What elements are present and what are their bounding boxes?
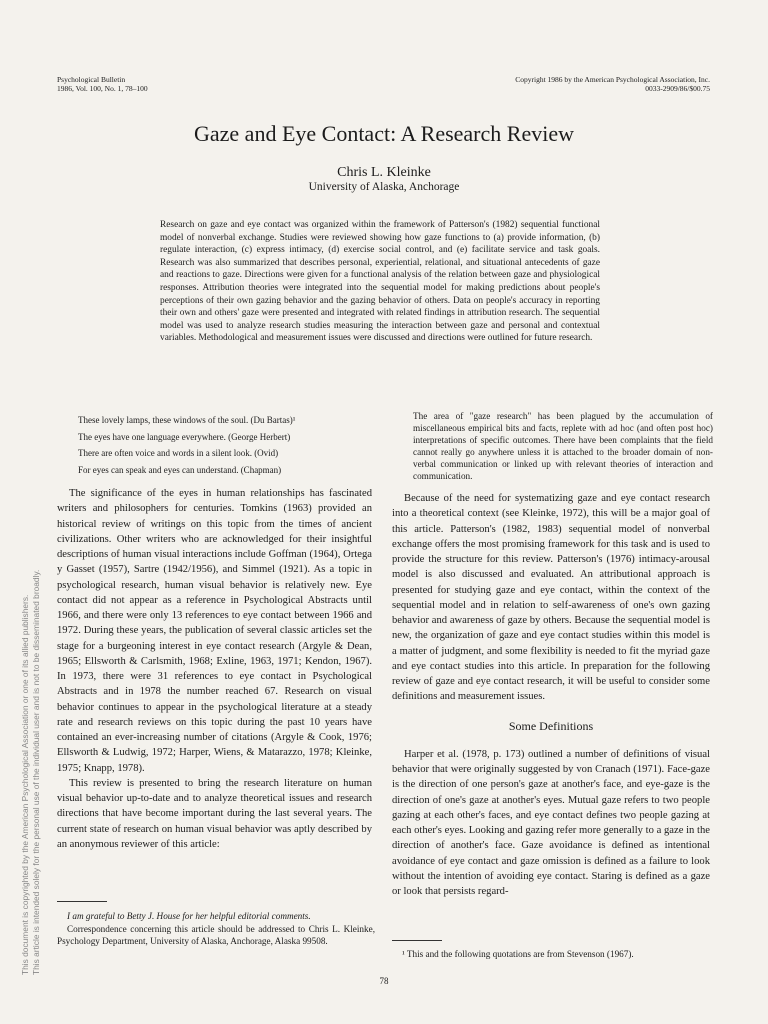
epigraph-1: These lovely lamps, these windows of the soul. (Du Bartas)¹ — [78, 415, 296, 425]
author-note — [57, 910, 375, 948]
journal-name: Psychological Bulletin — [57, 75, 126, 84]
goal-paragraph: Because of the need for systematizing gaze and eye contact research into a theoretical context (see Kleinke, 1972), this will be a major goal of this article. Patterson's (1982, 1983) sequential model of nonverbal exchange offers the most promising framework for this task and is used to provide the structure for this review. Patterson's (1976) intimacy-arousal model is also discussed and evaluated. An attributional approach is presented for studying gaze and eye contact, within the context of the sequential model and in relation to self-awareness of one's own gazing behavior and awareness of gaze by others. Because the sequential model is new, the organization of gaze and eye contact studies within this model is a matter of judgment, and some flexibility is needed to fit the myriad gaze and eye contact studies into this article. In preparation for the following review of gaze and eye contact research, it will be useful to consider some definitions and measurement issues. — [392, 493, 710, 703]
epigraph-4: For eyes can speak and eyes can understand. (Chapman) — [78, 464, 282, 475]
journal-volume: 1986, Vol. 100, No. 1, 78–100 — [57, 84, 148, 93]
intro-paragraph-2: This review is presented to bring the research literature on human visual behavior up-to-date and to analyze theoretical issues and research directions that have become important during the last several years. The current state of research on human visual behavior was aptly described by an anonymous reviewer of this article: — [57, 777, 372, 850]
left-column — [57, 486, 372, 852]
epigraph-3: There are often voice and words in a silent look. (Ovid) — [78, 448, 279, 458]
epigraph-2: The eyes have one language everywhere. (George Herbert) — [78, 431, 291, 442]
author-affiliation: University of Alaska, Anchorage — [308, 181, 460, 193]
journal-header — [57, 75, 148, 93]
right-column — [392, 491, 710, 899]
reviewer-quote: The area of "gaze research" has been plagued by the accumulation of miscellaneous empirical bits and facts, replete with ad hoc (and often post hoc) interpretations of specific outcomes. There have been complaints that the field cannot really go anywhere unless it is attached to the broader domain of non-verbal communication or linked up with relevant theories of interaction and communication. — [413, 411, 713, 481]
epigraphs — [78, 412, 348, 478]
section-heading: Some Definitions — [508, 718, 594, 733]
page-number: 78 — [379, 976, 389, 986]
article-title: Gaze and Eye Contact: A Research Review — [194, 121, 574, 146]
abstract: Research on gaze and eye contact was organized within the framework of Patterson's (1982) sequential functional model of nonverbal exchange. Studies were reviewed showing how gaze functions to (a) provide information, (b) regulate interaction, (c) express intimacy, (d) exercise social control, and (e) facilitate service and task goals. Research was also summarized that describes personal, experiential, relational, and situational antecedents of gaze and reactions to gaze. Directions were given for a functional analysis of the relation between gaze and physiological responses. Attribution theories were integrated into the sequential model for making predictions about people's perceptions of their own gazing behavior and the gazing behavior of others. Data on people's accuracy in reporting their own and others' gaze were presented and integrated with related findings in attribution research. The sequential model was used to analyze research studies measuring the interaction between gaze and personal and contextual variables. Methodological and measurement issues were discussed and directions were outlined for future research. — [160, 220, 600, 344]
definitions-paragraph: Harper et al. (1978, p. 173) outlined a number of definitions of visual behavior that were originally suggested by von Cranach (1971). Face-gaze is the direction of one person's gaze at another's face, and eye-gaze is the direction of one's gaze at another's eyes. Mutual gaze refers to two people gazing at each other's faces, and eye contact defines two people gazing at each other's eyes. Looking and gazing refer more generally to a gaze in the direction of another's face. Gaze avoidance is defined as intentional avoidance of eye contact and gaze omission is defined as a failure to look without the intention of avoiding eye contact. Staring is defined as a gaze or look that persists regard- — [392, 748, 710, 897]
intro-paragraph-1: The significance of the eyes in human relationships has fascinated writers and philosophers for centuries. Tomkins (1963) provided an historical review of writings on this topic from the times of ancient civilizations. Other writers who are acknowledged for their insightful descriptions of human visual interactions include Goffman (1964), Ortega y Gasset (1957), Sartre (1942/1956), and Simmel (1921). As a topic in psychological research, human visual behavior is relatively new. Eye contact did not appear as a reference in Psychological Abstracts until 1966, and there were only 13 references to eye contact between 1966 and 1972. During these years, the publication of several classic articles set the stage for a burgeoning interest in eye contact research (Argyle & Dean, 1965; Ellsworth & Carlsmith, 1968; Exline, 1963, 1971; Kendon, 1967). In 1973, there were 31 references to eye contact in Psychological Abstracts and in 1978 the number reached 67. Research on visual behavior continues to appear in the psychological literature at a steady rate and research reviews on this topic during the past 10 years have contained an ever-increasing number of citations (Argyle & Cook, 1976; Ellsworth & Ludwig, 1972; Harper, Wiens, & Matarazzo, 1978; Kleinke, 1975; Knapp, 1978). — [57, 488, 372, 774]
copyright-line: Copyright 1986 by the American Psychological Association, Inc. — [515, 75, 710, 84]
issn-code: 0033-2909/86/$00.75 — [645, 84, 710, 93]
footnote-1: ¹ This and the following quotations are from Stevenson (1967). — [402, 949, 634, 959]
correspondence-note: Correspondence concerning this article should be addressed to Chris L. Kleinke, Psychology Department, University of Alaska, Anchorage, Alaska 99508. — [57, 923, 375, 946]
copyright-watermark — [20, 275, 41, 975]
author-name: Chris L. Kleinke — [337, 165, 431, 180]
footnote-rule-right — [392, 940, 442, 941]
footnote-rule-left — [57, 901, 107, 902]
watermark-line-1: This document is copyrighted by the American Psychological Association or one of its allied publishers. — [20, 594, 30, 975]
acknowledgment: I am grateful to Betty J. House for her helpful editorial comments. — [67, 911, 311, 921]
copyright-header — [515, 75, 710, 93]
watermark-line-2: This article is intended solely for the personal use of the individual user and is not to be disseminated broadly. — [30, 569, 41, 975]
